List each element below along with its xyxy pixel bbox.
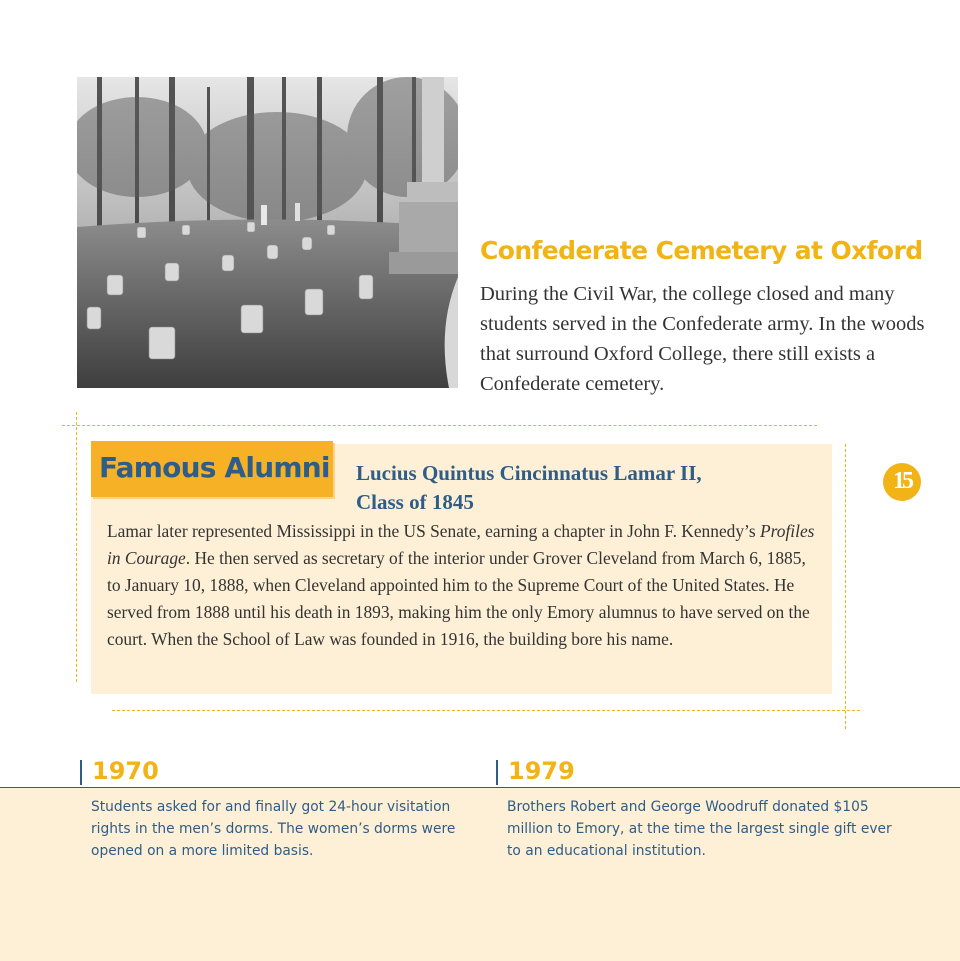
timeline-marker	[80, 760, 82, 785]
alumni-name-line2: Class of 1845	[356, 490, 474, 514]
alumni-body-book-title: Profiles in Courage	[107, 521, 815, 568]
cemetery-title: Confederate Cemetery at Oxford	[480, 236, 923, 265]
cemetery-photo	[77, 77, 458, 388]
alumni-body-part1: Lamar later represented Mississippi in the US Senate, earning a chapter in John F. Kennedy’s	[107, 521, 761, 541]
guide-line-top	[62, 425, 817, 426]
timeline-text: Brothers Robert and George Woodruff donated $105 million to Emory, at the time the largest single gift ever to an educational institution.	[507, 799, 892, 859]
page-number-badge	[883, 463, 921, 501]
guide-line-left	[76, 412, 77, 682]
alumni-body-part2: . He then served as secretary of the interior under Grover Cleveland from March 6, 1885, to January 10, 1888, when Cleveland appointed him to the Supreme Court of the United States. He served from 1888 until his death in 1893, making him the only Emory alumnus to have served on the court. When the School of Law was founded in 1916, the building bore his name.	[107, 548, 810, 649]
cemetery-photo-icon	[77, 77, 458, 388]
alumni-name-line1: Lucius Quintus Cincinnatus Lamar II,	[356, 461, 702, 485]
page-number: 15	[893, 468, 911, 494]
timeline-marker	[496, 760, 498, 785]
alumni-badge-label: Famous Alumni	[99, 451, 330, 484]
timeline-year: 1979	[508, 757, 575, 785]
timeline-year: 1970	[92, 757, 159, 785]
alumni-body	[107, 518, 819, 653]
alumni-badge	[91, 441, 333, 497]
alumni-name	[356, 459, 796, 517]
guide-line-bottom	[112, 710, 860, 711]
cemetery-body: During the Civil War, the college closed and many students served in the Confederate army. In the woods that surround Oxford College, there still exists a Confederate cemetery.	[480, 283, 925, 395]
guide-line-right	[845, 444, 846, 729]
timeline-text: Students asked for and finally got 24-hour visitation rights in the men’s dorms. The women’s dorms were opened on a more limited basis.	[91, 799, 456, 859]
